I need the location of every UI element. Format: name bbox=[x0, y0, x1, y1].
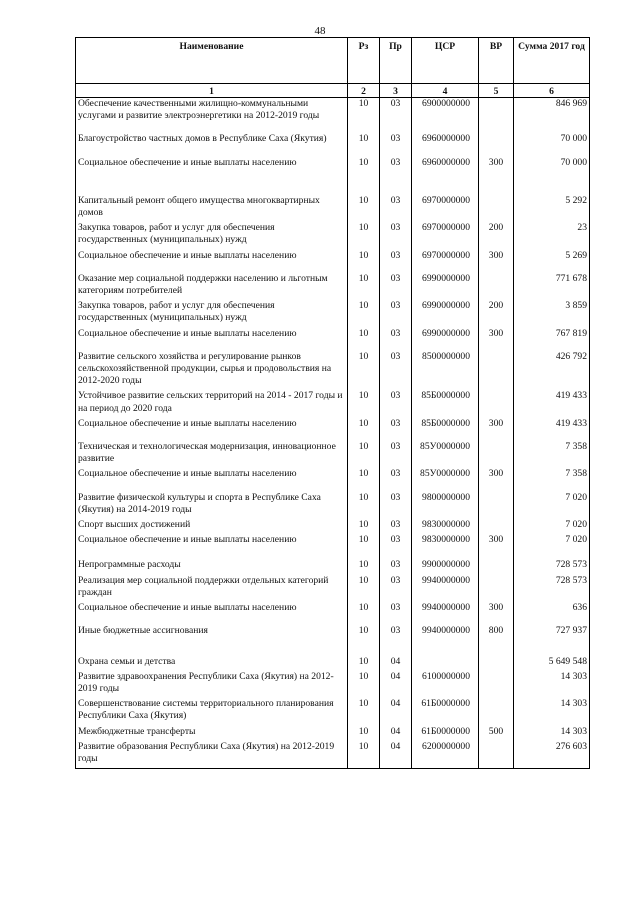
header-pr: Пр bbox=[380, 38, 412, 84]
cell-name: Социальное обеспечение и иные выплаты населению bbox=[76, 250, 348, 265]
table-row bbox=[76, 187, 590, 222]
cell-csr: 6970000000 bbox=[412, 222, 479, 249]
cell-sum: 426 792 bbox=[514, 343, 590, 391]
cell-rz: 10 bbox=[348, 418, 380, 433]
cell-name: Социальное обеспечение и иные выплаты населению bbox=[76, 149, 348, 187]
cell-vr bbox=[479, 519, 514, 534]
cell-vr bbox=[479, 484, 514, 519]
cell-vr bbox=[479, 741, 514, 769]
cell-sum: 5 269 bbox=[514, 250, 590, 265]
cell-vr: 300 bbox=[479, 418, 514, 433]
cell-name: Развитие образования Республики Саха (Якутия) на 2012-2019 годы bbox=[76, 741, 348, 769]
table-row bbox=[76, 549, 590, 574]
cell-pr: 04 bbox=[380, 726, 412, 741]
cell-sum: 728 573 bbox=[514, 549, 590, 574]
cell-name: Охрана семьи и детства bbox=[76, 656, 348, 671]
cell-name: Закупка товаров, работ и услуг для обеспечения государственных (муниципальных) нужд bbox=[76, 222, 348, 249]
table-row bbox=[76, 390, 590, 417]
cell-rz: 10 bbox=[348, 343, 380, 391]
cell-pr: 03 bbox=[380, 617, 412, 655]
column-number: 3 bbox=[380, 84, 412, 98]
header-sum: Сумма 2017 год bbox=[514, 38, 590, 84]
cell-vr bbox=[479, 433, 514, 468]
cell-sum: 14 303 bbox=[514, 671, 590, 698]
cell-rz: 10 bbox=[348, 125, 380, 148]
cell-csr: 9830000000 bbox=[412, 534, 479, 549]
cell-name: Устойчивое развитие сельских территорий на 2014 - 2017 годы и на период до 2020 года bbox=[76, 390, 348, 417]
cell-rz: 10 bbox=[348, 741, 380, 769]
budget-table bbox=[75, 37, 590, 769]
cell-rz: 10 bbox=[348, 698, 380, 725]
cell-csr: 9900000000 bbox=[412, 549, 479, 574]
cell-rz: 10 bbox=[348, 617, 380, 655]
cell-name: Закупка товаров, работ и услуг для обеспечения государственных (муниципальных) нужд bbox=[76, 300, 348, 327]
cell-csr: 6100000000 bbox=[412, 671, 479, 698]
header-csr: ЦСР bbox=[412, 38, 479, 84]
cell-sum: 5 649 548 bbox=[514, 656, 590, 671]
table-header bbox=[76, 38, 590, 98]
table-row bbox=[76, 265, 590, 300]
cell-csr bbox=[412, 656, 479, 671]
table-row bbox=[76, 519, 590, 534]
header-vr: ВР bbox=[479, 38, 514, 84]
cell-pr: 03 bbox=[380, 484, 412, 519]
cell-pr: 03 bbox=[380, 222, 412, 249]
cell-rz: 10 bbox=[348, 149, 380, 187]
cell-rz: 10 bbox=[348, 484, 380, 519]
cell-sum: 727 937 bbox=[514, 617, 590, 655]
table-row bbox=[76, 602, 590, 617]
cell-csr: 6960000000 bbox=[412, 125, 479, 148]
cell-pr: 03 bbox=[380, 575, 412, 602]
cell-rz: 10 bbox=[348, 433, 380, 468]
cell-name: Социальное обеспечение и иные выплаты населению bbox=[76, 534, 348, 549]
cell-name: Социальное обеспечение и иные выплаты населению bbox=[76, 328, 348, 343]
cell-sum: 419 433 bbox=[514, 418, 590, 433]
cell-name: Межбюджетные трансферты bbox=[76, 726, 348, 741]
cell-csr: 85У0000000 bbox=[412, 468, 479, 483]
cell-sum: 636 bbox=[514, 602, 590, 617]
cell-sum: 7 020 bbox=[514, 519, 590, 534]
cell-rz: 10 bbox=[348, 726, 380, 741]
table-row bbox=[76, 250, 590, 265]
cell-rz: 10 bbox=[348, 250, 380, 265]
cell-pr: 04 bbox=[380, 698, 412, 725]
cell-rz: 10 bbox=[348, 534, 380, 549]
cell-vr bbox=[479, 265, 514, 300]
cell-pr: 03 bbox=[380, 250, 412, 265]
cell-vr bbox=[479, 343, 514, 391]
cell-name: Социальное обеспечение и иные выплаты населению bbox=[76, 602, 348, 617]
cell-csr: 85Б0000000 bbox=[412, 390, 479, 417]
cell-csr: 6970000000 bbox=[412, 187, 479, 222]
cell-rz: 10 bbox=[348, 328, 380, 343]
cell-name: Благоустройство частных домов в Республике Саха (Якутия) bbox=[76, 125, 348, 148]
cell-sum: 767 819 bbox=[514, 328, 590, 343]
cell-rz: 10 bbox=[348, 602, 380, 617]
cell-pr: 03 bbox=[380, 549, 412, 574]
cell-name: Иные бюджетные ассигнования bbox=[76, 617, 348, 655]
cell-sum: 771 678 bbox=[514, 265, 590, 300]
cell-sum: 7 358 bbox=[514, 433, 590, 468]
cell-vr: 300 bbox=[479, 328, 514, 343]
cell-csr: 6990000000 bbox=[412, 328, 479, 343]
table-body bbox=[76, 98, 590, 769]
cell-pr: 03 bbox=[380, 328, 412, 343]
cell-sum: 14 303 bbox=[514, 726, 590, 741]
cell-sum: 846 969 bbox=[514, 98, 590, 126]
cell-sum: 70 000 bbox=[514, 149, 590, 187]
cell-name: Социальное обеспечение и иные выплаты населению bbox=[76, 468, 348, 483]
cell-pr: 03 bbox=[380, 534, 412, 549]
cell-name: Развитие физической культуры и спорта в Республике Саха (Якутия) на 2014-2019 годы bbox=[76, 484, 348, 519]
cell-pr: 04 bbox=[380, 741, 412, 769]
cell-name: Оказание мер социальной поддержки населению и льготным категориям потребителей bbox=[76, 265, 348, 300]
table-row bbox=[76, 98, 590, 126]
table-row bbox=[76, 418, 590, 433]
column-number: 4 bbox=[412, 84, 479, 98]
cell-rz: 10 bbox=[348, 519, 380, 534]
cell-csr: 6990000000 bbox=[412, 265, 479, 300]
cell-name: Техническая и технологическая модернизация, инновационное развитие bbox=[76, 433, 348, 468]
cell-vr: 500 bbox=[479, 726, 514, 741]
cell-vr bbox=[479, 187, 514, 222]
cell-csr: 61Б0000000 bbox=[412, 698, 479, 725]
cell-rz: 10 bbox=[348, 300, 380, 327]
table-row bbox=[76, 741, 590, 769]
cell-pr: 03 bbox=[380, 519, 412, 534]
cell-pr: 03 bbox=[380, 149, 412, 187]
header-name: Наименование bbox=[76, 38, 348, 84]
cell-sum: 728 573 bbox=[514, 575, 590, 602]
cell-sum: 70 000 bbox=[514, 125, 590, 148]
table-row bbox=[76, 433, 590, 468]
column-number: 5 bbox=[479, 84, 514, 98]
cell-csr: 6990000000 bbox=[412, 300, 479, 327]
cell-pr: 03 bbox=[380, 468, 412, 483]
cell-name: Социальное обеспечение и иные выплаты населению bbox=[76, 418, 348, 433]
table-row bbox=[76, 125, 590, 148]
table-row bbox=[76, 328, 590, 343]
cell-name: Совершенствование системы территориального планирования Республики Саха (Якутия) bbox=[76, 698, 348, 725]
cell-pr: 03 bbox=[380, 390, 412, 417]
cell-rz: 10 bbox=[348, 671, 380, 698]
cell-sum: 7 358 bbox=[514, 468, 590, 483]
table-row bbox=[76, 575, 590, 602]
table-row bbox=[76, 468, 590, 483]
cell-sum: 276 603 bbox=[514, 741, 590, 769]
cell-rz: 10 bbox=[348, 187, 380, 222]
cell-name: Обеспечение качественными жилищно-коммунальными услугами и развитие электроэнергетики на 2012-2019 годы bbox=[76, 98, 348, 126]
table-row bbox=[76, 656, 590, 671]
cell-sum: 5 292 bbox=[514, 187, 590, 222]
cell-pr: 03 bbox=[380, 343, 412, 391]
cell-vr bbox=[479, 549, 514, 574]
cell-csr: 6960000000 bbox=[412, 149, 479, 187]
cell-vr: 300 bbox=[479, 149, 514, 187]
cell-sum: 7 020 bbox=[514, 534, 590, 549]
cell-rz: 10 bbox=[348, 549, 380, 574]
cell-sum: 419 433 bbox=[514, 390, 590, 417]
cell-pr: 03 bbox=[380, 187, 412, 222]
header-rz: Рз bbox=[348, 38, 380, 84]
cell-pr: 03 bbox=[380, 98, 412, 126]
cell-vr: 800 bbox=[479, 617, 514, 655]
cell-vr bbox=[479, 125, 514, 148]
cell-pr: 03 bbox=[380, 433, 412, 468]
table-row bbox=[76, 149, 590, 187]
table-row bbox=[76, 534, 590, 549]
cell-vr bbox=[479, 98, 514, 126]
table-row bbox=[76, 698, 590, 725]
cell-vr: 300 bbox=[479, 250, 514, 265]
table-row bbox=[76, 726, 590, 741]
cell-rz: 10 bbox=[348, 222, 380, 249]
cell-csr: 9940000000 bbox=[412, 575, 479, 602]
table-row bbox=[76, 343, 590, 391]
cell-csr: 9940000000 bbox=[412, 602, 479, 617]
column-number: 6 bbox=[514, 84, 590, 98]
cell-sum: 7 020 bbox=[514, 484, 590, 519]
page-number: 48 bbox=[314, 25, 326, 37]
cell-rz: 10 bbox=[348, 656, 380, 671]
cell-pr: 04 bbox=[380, 671, 412, 698]
cell-pr: 03 bbox=[380, 300, 412, 327]
cell-vr: 300 bbox=[479, 468, 514, 483]
cell-name: Капитальный ремонт общего имущества многоквартирных домов bbox=[76, 187, 348, 222]
cell-sum: 14 303 bbox=[514, 698, 590, 725]
cell-vr: 300 bbox=[479, 602, 514, 617]
cell-name: Реализация мер социальной поддержки отдельных категорий граждан bbox=[76, 575, 348, 602]
cell-csr: 9830000000 bbox=[412, 519, 479, 534]
cell-pr: 03 bbox=[380, 418, 412, 433]
cell-csr: 85У0000000 bbox=[412, 433, 479, 468]
cell-csr: 85Б0000000 bbox=[412, 418, 479, 433]
cell-csr: 9800000000 bbox=[412, 484, 479, 519]
cell-sum: 3 859 bbox=[514, 300, 590, 327]
cell-vr bbox=[479, 656, 514, 671]
cell-sum: 23 bbox=[514, 222, 590, 249]
cell-name: Спорт высших достижений bbox=[76, 519, 348, 534]
cell-pr: 03 bbox=[380, 125, 412, 148]
cell-csr: 8500000000 bbox=[412, 343, 479, 391]
cell-pr: 04 bbox=[380, 656, 412, 671]
cell-rz: 10 bbox=[348, 468, 380, 483]
cell-csr: 6900000000 bbox=[412, 98, 479, 126]
cell-vr: 200 bbox=[479, 222, 514, 249]
cell-name: Развитие сельского хозяйства и регулирование рынков сельскохозяйственной продукции, сырья и продовольствия на 2012-2020 годы bbox=[76, 343, 348, 391]
cell-rz: 10 bbox=[348, 98, 380, 126]
cell-csr: 61Б0000000 bbox=[412, 726, 479, 741]
cell-vr: 300 bbox=[479, 534, 514, 549]
table-row bbox=[76, 222, 590, 249]
cell-vr bbox=[479, 671, 514, 698]
cell-name: Развитие здравоохранения Республики Саха (Якутия) на 2012-2019 годы bbox=[76, 671, 348, 698]
cell-vr bbox=[479, 575, 514, 602]
cell-rz: 10 bbox=[348, 390, 380, 417]
cell-csr: 6200000000 bbox=[412, 741, 479, 769]
cell-rz: 10 bbox=[348, 575, 380, 602]
cell-vr bbox=[479, 698, 514, 725]
cell-pr: 03 bbox=[380, 602, 412, 617]
cell-vr: 200 bbox=[479, 300, 514, 327]
cell-csr: 6970000000 bbox=[412, 250, 479, 265]
cell-vr bbox=[479, 390, 514, 417]
column-number: 2 bbox=[348, 84, 380, 98]
table-row bbox=[76, 617, 590, 655]
table-row bbox=[76, 300, 590, 327]
cell-pr: 03 bbox=[380, 265, 412, 300]
column-number: 1 bbox=[76, 84, 348, 98]
table-row bbox=[76, 484, 590, 519]
table-row bbox=[76, 671, 590, 698]
cell-csr: 9940000000 bbox=[412, 617, 479, 655]
cell-name: Непрограммные расходы bbox=[76, 549, 348, 574]
cell-rz: 10 bbox=[348, 265, 380, 300]
